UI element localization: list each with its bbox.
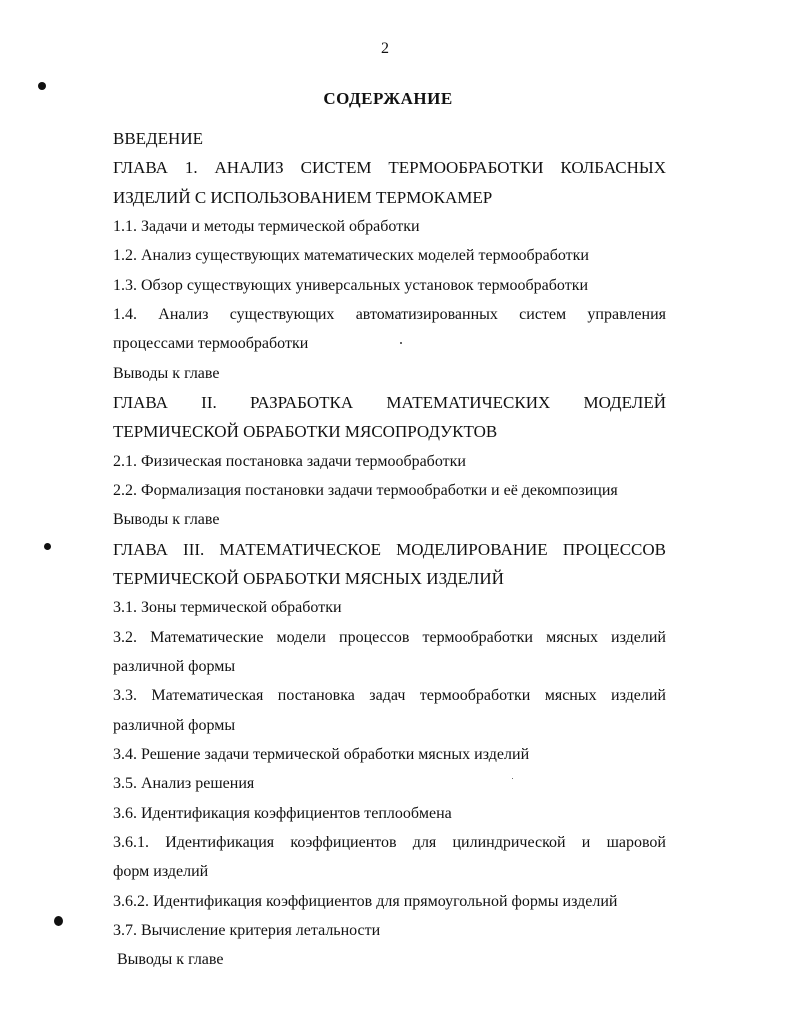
toc-line: 3.6. Идентификация коэффициентов теплообмена <box>113 804 452 822</box>
toc-line: 3.2. Математические модели процессов термообработки мясных изделий <box>113 628 666 646</box>
toc-line: 3.1. Зоны термической обработки <box>113 599 342 617</box>
toc-line: 2.1. Физическая постановка задачи термообработки <box>113 452 466 470</box>
toc-line: 3.5. Анализ решения <box>113 775 255 793</box>
toc-line: 3.6.2. Идентификация коэффициентов для прямоугольной формы изделий <box>113 892 618 910</box>
toc-line: 2.2. Формализация постановки задачи термообработки и её декомпозиция <box>113 481 618 499</box>
toc-line: форм изделий <box>113 863 209 881</box>
toc-line: ТЕРМИЧЕСКОЙ ОБРАБОТКИ МЯСНЫХ ИЗДЕЛИЙ <box>113 568 504 588</box>
toc-line: 3.4. Решение задачи термической обработки мясных изделий <box>113 745 530 763</box>
toc-line: 1.2. Анализ существующих математических моделей термообработки <box>113 247 589 265</box>
scan-mark <box>44 543 51 550</box>
toc-line: различной формы <box>113 716 236 734</box>
toc-line: ГЛАВА II. РАЗРАБОТКА МАТЕМАТИЧЕСКИХ МОДЕЛЕЙ <box>113 392 666 412</box>
toc-line: 1.3. Обзор существующих универсальных установок термообработки <box>113 276 589 294</box>
page-number: 2 <box>381 40 389 57</box>
toc-line: 1.1. Задачи и методы термической обработки <box>113 217 420 235</box>
scan-mark <box>54 916 63 926</box>
scan-speck <box>512 778 513 779</box>
toc-line: Выводы к главе <box>117 951 224 969</box>
toc-line: Выводы к главе <box>113 364 220 382</box>
toc-line: ТЕРМИЧЕСКОЙ ОБРАБОТКИ МЯСОПРОДУКТОВ <box>113 422 498 442</box>
toc-line: различной формы <box>113 657 236 675</box>
toc-line: ГЛАВА 1. АНАЛИЗ СИСТЕМ ТЕРМООБРАБОТКИ КОЛБАСНЫХ <box>113 158 666 178</box>
scan-speck <box>400 342 402 344</box>
toc-line: процессами термообработки <box>113 335 309 353</box>
toc-line: 3.7. Вычисление критерия летальности <box>113 921 381 939</box>
toc-line: 1.4. Анализ существующих автоматизированных систем управления <box>113 305 666 323</box>
toc-line: 3.3. Математическая постановка задач термообработки мясных изделий <box>113 687 666 705</box>
toc-line: ИЗДЕЛИЙ С ИСПОЛЬЗОВАНИЕМ ТЕРМОКАМЕР <box>113 187 493 207</box>
scan-mark <box>38 82 46 90</box>
table-of-contents <box>113 124 666 975</box>
toc-line: ВВЕДЕНИЕ <box>113 129 203 148</box>
toc-line: ГЛАВА III. МАТЕМАТИЧЕСКОЕ МОДЕЛИРОВАНИЕ ПРОЦЕССОВ <box>113 539 666 559</box>
toc-line: Выводы к главе <box>113 511 220 529</box>
toc-line: 3.6.1. Идентификация коэффициентов для цилиндрической и шаровой <box>113 833 666 851</box>
page-title: СОДЕРЖАНИЕ <box>323 89 453 108</box>
